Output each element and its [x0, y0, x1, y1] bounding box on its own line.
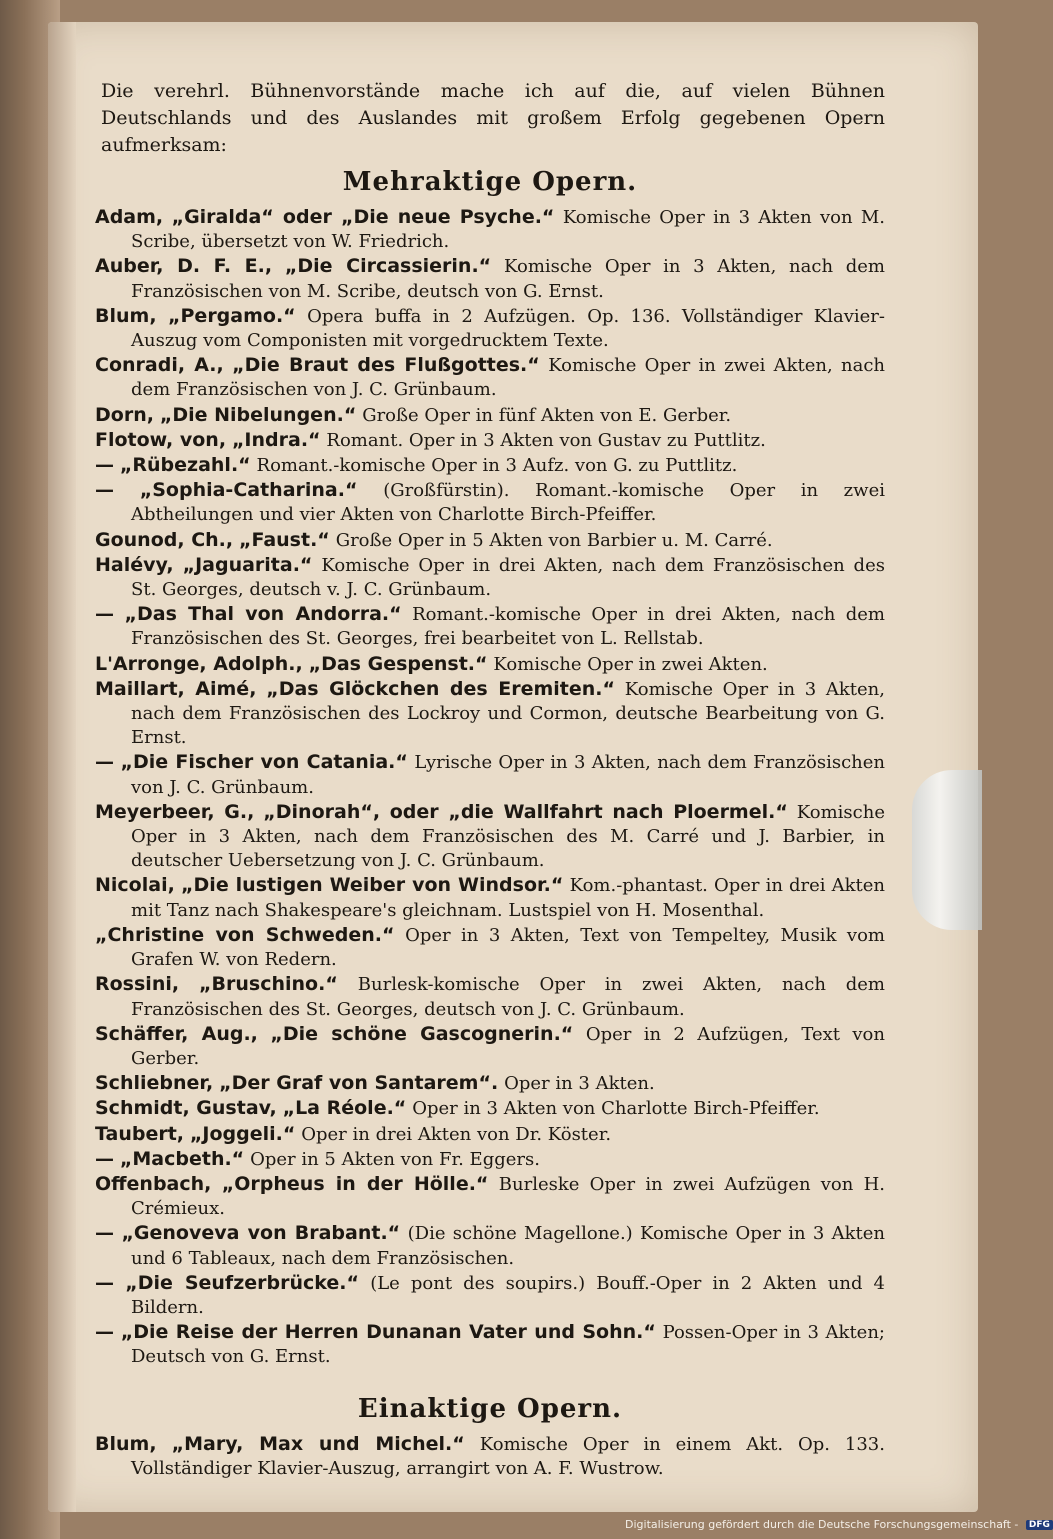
- entry-description: Burlesk-komische Oper in zwei Akten, nach dem Französischen des St. Georges, deutsch von J. C. Grünbaum.: [131, 974, 885, 1020]
- entry-composer: —: [95, 751, 114, 774]
- entry-title: „Faust.“: [238, 528, 330, 551]
- entry-title: „Die Fischer von Catania.“: [120, 751, 408, 774]
- opera-entry: [95, 750, 885, 799]
- entry-composer: Schliebner,: [95, 1072, 214, 1095]
- opera-entry: [95, 453, 885, 478]
- entry-description: Komische Oper in 3 Akten, nach dem Französischen des M. Carré und J. Barbier, in deutscher Uebersetzung von J. C. Grünbaum.: [131, 801, 885, 872]
- opera-entry: [95, 528, 885, 553]
- entry-title: „Dinorah“, oder „die Wallfahrt nach Ploermel.“: [263, 800, 788, 823]
- opera-entry: [95, 1122, 885, 1147]
- entry-composer: —: [95, 454, 114, 477]
- opera-entry: [95, 478, 885, 527]
- opera-entry: [95, 1147, 885, 1172]
- entry-composer: —: [95, 1222, 114, 1245]
- entry-title: „Rübezahl.“: [119, 454, 251, 477]
- opera-entry: [95, 1096, 885, 1121]
- entry-description: Lyrische Oper in 3 Akten, nach dem Französischen von J. C. Grünbaum.: [131, 752, 885, 798]
- entry-description: Oper in 3 Akten von Charlotte Birch-Pfeiffer.: [412, 1098, 820, 1120]
- entry-composer: L'Arronge, Adolph.,: [95, 652, 303, 675]
- entry-title: „Indra.“: [231, 428, 321, 451]
- entry-title: „Jaguarita.“: [182, 553, 313, 576]
- footer-text: Digitalisierung gefördert durch die Deutsche Forschungsgemeinschaft -: [625, 1518, 1019, 1531]
- opera-entry: [95, 428, 885, 453]
- opera-entry: [95, 304, 885, 353]
- opera-entry: [95, 1271, 885, 1320]
- entry-description: (Großfürstin). Romant.-komische Oper in zwei Abtheilungen und vier Akten von Charlotte Birch-Pfeiffer.: [131, 480, 885, 526]
- entry-description: Oper in 5 Akten von Fr. Eggers.: [250, 1148, 540, 1170]
- entry-title: „Sophia-Catharina.“: [139, 479, 358, 502]
- entry-description: Komische Oper in zwei Akten.: [493, 653, 768, 675]
- opera-entry: [95, 1320, 885, 1369]
- entry-composer: Taubert,: [95, 1122, 185, 1145]
- entry-description: Komische Oper in einem Akt. Op. 133. Vollständiger Klavier-Auszug, arrangirt von A. F. Wustrow.: [131, 1433, 885, 1479]
- opera-entry: [95, 1172, 885, 1221]
- entry-description: Oper in 3 Akten, Text von Tempeltey, Musik vom Grafen W. von Redern.: [131, 924, 885, 971]
- entry-description: Oper in 3 Akten.: [504, 1073, 655, 1095]
- entry-title: „Die Seufzerbrücke.“: [125, 1271, 359, 1294]
- entry-title: „Die schöne Gascognerin.“: [270, 1022, 574, 1045]
- entry-title: „Orpheus in der Hölle.“: [221, 1172, 489, 1195]
- opera-entry: [95, 553, 885, 602]
- entry-title: „Bruschino.“: [199, 973, 338, 996]
- opera-entry: [95, 1432, 885, 1481]
- section-heading-multi: Mehraktige Opern.: [342, 167, 638, 197]
- entry-title: „Genoveva von Brabant.“: [121, 1222, 401, 1245]
- entry-description: Komische Oper in zwei Akten, nach dem Französischen von J. C. Grünbaum.: [131, 355, 886, 401]
- opera-entry: [95, 800, 885, 874]
- entry-description: Possen-Oper in 3 Akten; Deutsch von G. Ernst.: [131, 1322, 885, 1368]
- entry-composer: Maillart, Aimé,: [95, 677, 257, 700]
- entry-composer: Conradi, A.,: [95, 354, 224, 377]
- entry-composer: Flotow, von,: [95, 428, 227, 451]
- entry-title: „Der Graf von Santarem“.: [219, 1072, 499, 1095]
- entry-composer: Halévy,: [95, 553, 174, 576]
- entry-composer: Meyerbeer, G.,: [95, 800, 255, 823]
- opera-entry: [95, 353, 885, 402]
- entry-title: „Mary, Max und Michel.“: [171, 1432, 465, 1455]
- entry-title: „Die Circassierin.“: [284, 255, 492, 278]
- entry-description: Romant. Oper in 3 Akten von Gustav zu Puttlitz.: [326, 429, 766, 451]
- entry-composer: Offenbach,: [95, 1172, 212, 1195]
- opera-entry: [95, 972, 885, 1021]
- entry-title: „Pergamo.“: [168, 304, 296, 327]
- entry-description: (Die schöne Magellone.) Komische Oper in 3 Akten und 6 Tableaux, nach dem Französischen.: [131, 1223, 885, 1269]
- entry-description: Komische Oper in 3 Akten, nach dem Französischen von M. Scribe, deutsch von G. Ernst.: [131, 256, 885, 302]
- entry-title: „Die lustigen Weiber von Windsor.“: [181, 874, 564, 897]
- entry-composer: Rossini,: [95, 973, 180, 996]
- opera-entry: [95, 1022, 885, 1071]
- entry-title: „Joggeli.“: [189, 1122, 296, 1145]
- entry-description: (Le pont des soupirs.) Bouff.-Oper in 2 Akten und 4 Bildern.: [131, 1272, 885, 1318]
- entry-composer: —: [95, 603, 114, 626]
- book-clasp: [912, 770, 982, 930]
- entry-composer: Schäffer, Aug.,: [95, 1022, 258, 1045]
- entry-description: Opera buffa in 2 Aufzügen. Op. 136. Vollständiger Klavier-Auszug vom Componisten mit vorgedrucktem Texte.: [131, 305, 885, 352]
- entry-composer: —: [95, 479, 114, 502]
- entry-title: „Das Thal von Andorra.“: [124, 603, 402, 626]
- entry-description: Komische Oper in drei Akten, nach dem Französischen des St. Georges, deutsch v. J. C. Grünbaum.: [131, 554, 885, 601]
- page-content: [95, 78, 885, 1481]
- entry-composer: Nicolai,: [95, 874, 175, 897]
- opera-entry: [95, 652, 885, 677]
- opera-entry: [95, 205, 885, 254]
- opera-entry: [95, 1071, 885, 1096]
- entry-title: „Giralda“ oder „Die neue Psyche.“: [171, 206, 555, 228]
- entry-description: Große Oper in fünf Akten von E. Gerber.: [362, 404, 732, 426]
- entry-title: „Die Reise der Herren Dunanan Vater und Sohn.“: [120, 1321, 656, 1344]
- entry-composer: Schmidt, Gustav,: [95, 1097, 277, 1120]
- entry-description: Oper in drei Akten von Dr. Köster.: [301, 1123, 612, 1145]
- entry-title: „Das Glöckchen des Eremiten.“: [266, 677, 615, 700]
- entry-title: „Macbeth.“: [119, 1147, 245, 1170]
- entry-title: „Die Braut des Flußgottes.“: [232, 354, 540, 377]
- entry-composer: —: [95, 1321, 114, 1344]
- entry-title: „Das Gespenst.“: [308, 652, 488, 675]
- entry-description: Komische Oper in 3 Akten von M. Scribe, übersetzt von W. Friedrich.: [131, 207, 886, 253]
- intro-paragraph: Die verehrl. Bühnenvorstände mache ich auf die, auf vielen Bühnen Deutschlands und des Auslandes mit großem Erfolg gegebenen Opern aufmerksam:: [101, 80, 885, 156]
- entry-description: Romant.-komische Oper in drei Akten, nach dem Französischen des St. Georges, frei bearbeitet von L. Rellstab.: [131, 604, 885, 650]
- opera-entry: [95, 403, 885, 428]
- entry-title: „Christine von Schweden.“: [95, 923, 395, 946]
- opera-entry: [95, 677, 885, 751]
- entry-composer: —: [95, 1271, 114, 1294]
- opera-entry: [95, 254, 885, 303]
- entry-description: Burleske Oper in zwei Aufzügen von H. Crémieux.: [131, 1173, 885, 1220]
- entry-description: Kom.-phantast. Oper in drei Akten mit Tanz nach Shakespeare's gleichnam. Lustspiel von H. Mosenthal.: [131, 875, 886, 921]
- opera-list-single: [95, 1432, 885, 1481]
- page-gutter: [48, 22, 76, 1512]
- opera-list-multi: [95, 205, 885, 1370]
- entry-composer: —: [95, 1147, 114, 1170]
- entry-composer: Gounod, Ch.,: [95, 528, 234, 551]
- entry-description: Große Oper in 5 Akten von Barbier u. M. Carré.: [335, 529, 773, 551]
- entry-composer: Adam,: [95, 206, 164, 228]
- entry-composer: Dorn,: [95, 403, 154, 426]
- entry-title: „Die Nibelungen.“: [159, 403, 357, 426]
- entry-description: Oper in 2 Aufzügen, Text von Gerber.: [131, 1023, 885, 1069]
- entry-composer: Blum,: [95, 304, 157, 327]
- dfg-logo: DFG: [1026, 1520, 1053, 1530]
- section-heading-single: Einaktige Opern.: [357, 1393, 623, 1424]
- footer-credit: [625, 1518, 1053, 1534]
- entry-description: Romant.-komische Oper in 3 Aufz. von G. zu Puttlitz.: [256, 455, 738, 477]
- entry-title: „La Réole.“: [282, 1097, 407, 1120]
- entry-composer: Blum,: [95, 1432, 157, 1455]
- opera-entry: [95, 923, 885, 972]
- opera-entry: [95, 1221, 885, 1270]
- entry-description: Komische Oper in 3 Akten, nach dem Französischen des Lockroy und Cormon, deutsche Bearbeitung von G. Ernst.: [131, 678, 885, 749]
- entry-composer: Auber, D. F. E.,: [95, 255, 273, 278]
- opera-entry: [95, 873, 885, 922]
- opera-entry: [95, 602, 885, 651]
